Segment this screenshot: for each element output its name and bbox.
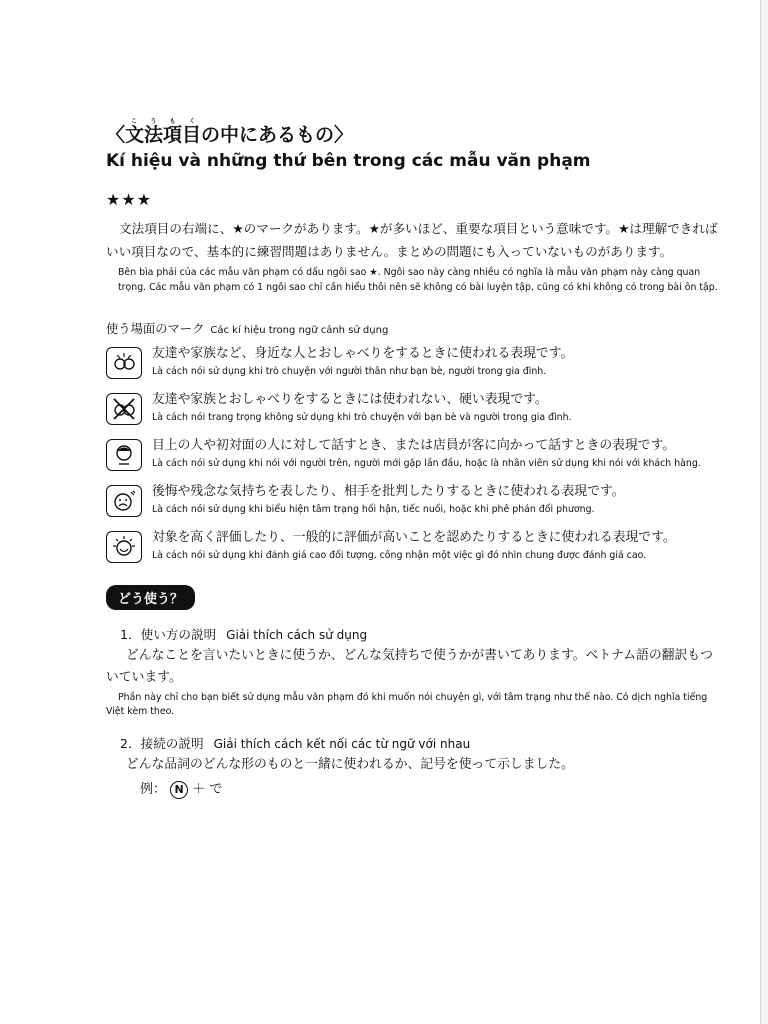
scene-item — [106, 343, 721, 379]
usage-explanation-vi: Phần này chỉ cho bạn biết sử dụng mẫu văn phạm đó khi muốn nói chuyện gì, với tâm trạng như thế nào. Có dịch nghĩa tiếng Việt kèm theo. — [106, 692, 708, 717]
praise-face-icon — [106, 531, 142, 563]
usage-explanation-jp: どんなことを言いたいときに使うか、どんな気持ちで使うかが書いてあります。ベトナム語の翻訳もついています。 — [106, 648, 713, 685]
connection-explanation-heading: 2．接続の説明 Giải thích cách kết nối các từ ngữ với nhau — [120, 736, 471, 751]
stars-explanation-jp: 文法項目の右端に、★のマークがあります。★が多いほど、重要な項目という意味です。★は理解できればいい項目なので、基本的に練習問題はありません。まとめの問題にも入っていないものがあります。 — [106, 221, 718, 259]
polite-speaker-icon — [106, 439, 142, 471]
scene-text-vi: Là cách nói sử dụng khi trò chuyện với người thân như bạn bè, người trong gia đình. — [152, 366, 547, 377]
scene-text-jp: 友達や家族など、身近な人とおしゃべりをするときに使われる表現です。 — [152, 346, 574, 361]
connection-explanation-jp: どんな品詞のどんな形のものと一緒に使われるか、記号を使って示しました。 — [126, 757, 574, 772]
scene-text-jp: 友達や家族とおしゃべりをするときには使われない、硬い表現です。 — [152, 392, 548, 407]
scene-text-vi: Là cách nói sử dụng khi biểu hiện tâm trạng hối hận, tiếc nuối, hoặc khi phê phán đối phương. — [152, 504, 595, 515]
section-title-jp: 〈文法項目こうもくの中にあるもの〉 — [106, 118, 354, 146]
scene-item — [106, 435, 721, 471]
scene-item — [106, 389, 721, 425]
section-title-vi: Kí hiệu và những thứ bên trong các mẫu văn phạm — [106, 151, 591, 171]
friends-chat-icon — [106, 347, 142, 379]
scene-text-vi: Là cách nói trang trọng không sử dụng khi trò chuyện với bạn bè và người trong gia đình. — [152, 412, 572, 423]
regret-face-icon — [106, 485, 142, 517]
scene-text-vi: Là cách nói sử dụng khi đánh giá cao đối tượng, công nhận một việc gì đó nhìn chung được đánh giá cao. — [152, 550, 647, 561]
scene-text-jp: 後悔や残念な気持ちを表したり、相手を批判したりするときに使われる表現です。 — [152, 484, 625, 499]
star-rating: ★★★ — [106, 190, 153, 209]
scene-text-jp: 目上の人や初対面の人に対して話すとき、または店員が客に向かって話すときの表現です。 — [152, 438, 676, 453]
scene-text-jp: 対象を高く評価したり、一般的に評価が高いことを認めたりするときに使われる表現です。 — [152, 530, 676, 545]
page-content — [106, 118, 721, 799]
scene-text-vi: Là cách nói sử dụng khi nói với người trên, người mới gặp lần đầu, hoặc là nhân viên sử dụng khi nói với khách hàng. — [152, 458, 701, 469]
noun-symbol: N — [170, 781, 188, 799]
stars-explanation-vi: Bên bìa phải của các mẫu văn phạm có dấu ngôi sao ★. Ngôi sao này càng nhiều có nghĩa là mẫu văn phạm này càng quan trọng. Các mẫu văn phạm có 1 ngôi sao chỉ cần hiểu thôi nên sẽ không có bài luyện tập, cũng có khi không có trong bài ôn tập. — [118, 267, 718, 293]
scene-marks-heading: 使う場面のマーク Các kí hiệu trong ngữ cảnh sử dụng — [106, 322, 389, 336]
how-to-use-badge: どう使う？ — [106, 585, 195, 610]
no-friends-chat-icon — [106, 393, 142, 425]
scene-item — [106, 481, 721, 517]
scene-item — [106, 527, 721, 563]
example-line: 例： N ＋ で — [140, 782, 223, 797]
usage-explanation-heading: 1．使い方の説明 Giải thích cách sử dụng — [120, 627, 368, 642]
